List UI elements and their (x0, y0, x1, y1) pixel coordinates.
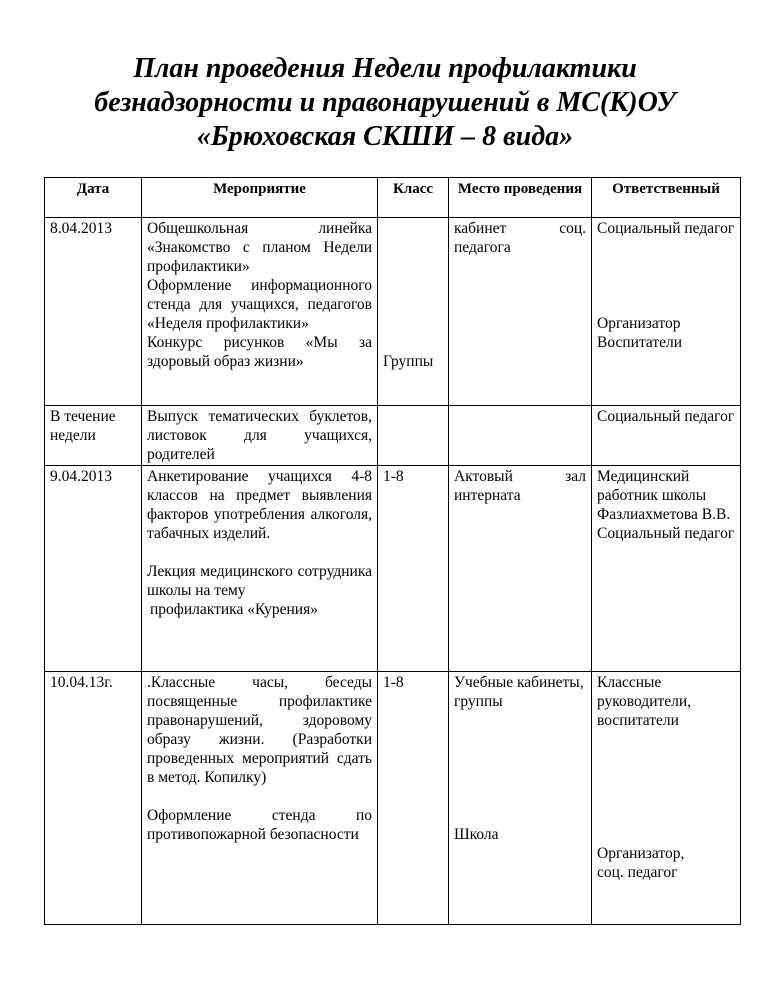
responsible-value: Организатор, (597, 845, 685, 862)
cell-date: 9.04.2013 (45, 466, 142, 672)
cell-event (142, 218, 378, 406)
event-item: профилактика «Курения» (150, 601, 318, 618)
event-item: Общешкольная линейка «Знакомство с планом Недели профилактики» (147, 220, 372, 275)
document-title (40, 52, 730, 154)
cell-event: Выпуск тематических буклетов, листовок для учащихся, родителей (142, 406, 378, 466)
header-place: Место проведения (449, 178, 592, 218)
title-line-3: «Брюховская СКШИ – 8 вида» (196, 121, 574, 152)
table-row (45, 406, 741, 466)
header-class: Класс (378, 178, 449, 218)
cell-class: 1-8 (378, 672, 449, 925)
event-item: Конкурс рисунков «Мы за здоровый образ жизни» (147, 334, 372, 370)
cell-event (142, 466, 378, 672)
cell-date: 10.04.13г. (45, 672, 142, 925)
responsible-value: Социальный педагог (597, 220, 735, 237)
place-value: Школа (454, 826, 499, 843)
header-responsible: Ответственный (592, 178, 741, 218)
cell-responsible (592, 218, 741, 406)
event-item: Анкетирование учащихся 4-8 классов на предмет выявления факторов употребления алкоголя, табачных изделий. (147, 468, 372, 542)
cell-class: 1-8 (378, 466, 449, 672)
event-item: .Классные часы, беседы посвященные профилактике правонарушений, здоровому образу жизни. (Разработки проведенных мероприятий сдать в метод. Копилку) (147, 674, 372, 786)
cell-responsible: Социальный педагог (592, 406, 741, 466)
schedule-table (44, 177, 741, 925)
responsible-value: Классные руководители, воспитатели (597, 674, 692, 729)
responsible-value: соц. педагог (597, 864, 678, 881)
title-line-2: безнадзорности и правонарушений в МС(К)ОУ (94, 87, 676, 118)
header-date: Дата (45, 178, 142, 218)
cell-class (378, 406, 449, 466)
responsible-value: Фазлиахметова В.В. (597, 506, 731, 523)
cell-place (449, 406, 592, 466)
responsible-value: Организатор (597, 315, 681, 332)
table-row (45, 466, 741, 672)
responsible-value: Социальный педагог (597, 525, 735, 542)
cell-place: Актовый зал интерната (449, 466, 592, 672)
table-header-row (45, 178, 741, 218)
cell-responsible (592, 672, 741, 925)
cell-event (142, 672, 378, 925)
class-value: Группы (383, 353, 434, 370)
event-item: Оформление стенда по противопожарной безопасности (147, 807, 372, 843)
event-item: Лекция медицинского сотрудника школы на тему (147, 563, 372, 599)
cell-place (449, 672, 592, 925)
title-line-1: План проведения Недели профилактики (133, 53, 637, 84)
responsible-value: Воспитатели (597, 334, 683, 351)
cell-responsible (592, 466, 741, 672)
event-item: Оформление информационного стенда для учащихся, педагогов «Неделя профилактики» (147, 277, 372, 332)
cell-class (378, 218, 449, 406)
cell-date: 8.04.2013 (45, 218, 142, 406)
cell-place: кабинет соц. педагога (449, 218, 592, 406)
responsible-value: Медицинский работник школы (597, 468, 707, 504)
header-event: Мероприятие (142, 178, 378, 218)
place-value: Учебные кабинеты, группы (454, 674, 584, 710)
table-row (45, 218, 741, 406)
table-row (45, 672, 741, 925)
cell-date: В течение недели (45, 406, 142, 466)
